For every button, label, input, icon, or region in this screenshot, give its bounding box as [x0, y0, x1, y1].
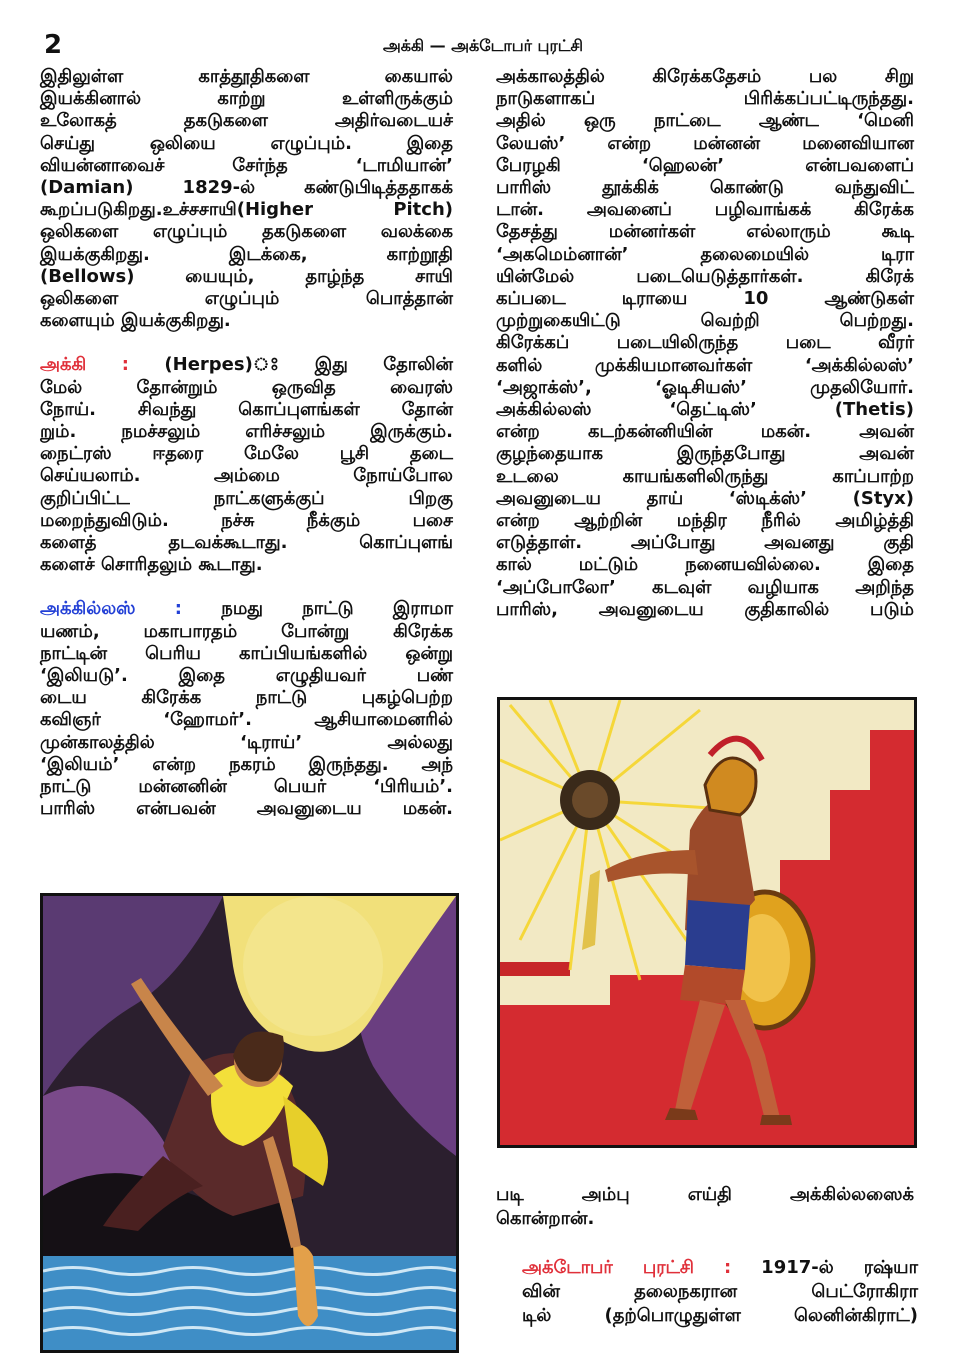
entry-term-october-revolution: அக்டோபர் புரட்சி : [522, 1257, 732, 1278]
text-line: இயக்குகிறது. இடக்கை, காற்றூதி [40, 243, 453, 265]
text-line: பேரழகி ‘ஹெலன்’ என்பவளைப் [496, 154, 914, 176]
text-line: முற்றுகையிட்டு வெற்றி பெற்றது. [496, 310, 914, 332]
text-line: முன்காலத்தில் ‘டிராய்’ அல்லது [40, 731, 453, 753]
text-line: கப்படை டிராயை 10 ஆண்டுகள் [496, 288, 914, 310]
text-line: ஒலிகளை எழுப்பும் பொத்தான் [40, 288, 453, 310]
text-line: களில் முக்கியமானவர்கள் ‘அக்கில்லஸ்’ [496, 354, 914, 376]
text-line: கிரேக்கப் படையிலிருந்த படை வீரர் [496, 332, 914, 354]
text-line: செய்து ஒலியை எழுப்பும். இதை [40, 132, 453, 154]
text-line: லேயஸ்’ என்ற மன்னன் மனைவியான [496, 132, 914, 154]
text-line: வியன்னாவைச் சேர்ந்த ‘டாமியான்’ [40, 154, 453, 176]
text-line: ஒலிகளை எழுப்பும் தகடுகளை வலக்கை [40, 221, 453, 243]
text-line: மேல் தோன்றும் ஒருவித வைரஸ் [40, 376, 453, 398]
text-line: படி அம்பு எய்தி அக்கில்லஸைக் [496, 1184, 914, 1205]
entry-first-line [40, 598, 453, 620]
text-line: குழந்தையாக இருந்தபோது அவன் [496, 443, 914, 465]
text-line: எடுத்தாள். அப்போது அவனது குதி [496, 532, 914, 554]
text-line: அவனுடைய தாய் ‘ஸ்டிக்ஸ்’ (Styx) [496, 487, 914, 509]
herpes-entry [40, 354, 453, 576]
text-line: நாடுகளாகப் பிரிக்கப்பட்டிருந்தது. [496, 88, 914, 110]
text-line: றும். நமச்சலும் எரிச்சலும் இருக்கும். [40, 421, 453, 443]
text-line: ‘அப்போலோ’ கடவுள் வழியாக அறிந்த [496, 576, 914, 598]
entry-first-text: நமது நாட்டு இராமா [182, 598, 454, 620]
text-line: ‘அகமெம்னான்’ தலைமையில் டிரா [496, 243, 914, 265]
text-line: உடலை காயங்களிலிருந்து காப்பாற்ற [496, 465, 914, 487]
illustration-achilles-warrior [497, 697, 917, 1148]
warrior-illustration-art [500, 700, 914, 1145]
intro-paragraph [40, 66, 453, 332]
text-line: (Bellows) யையும், தாழ்ந்த சாயி [40, 265, 453, 287]
text-line: டைய கிரேக்க நாட்டு புகழ்பெற்ற [40, 687, 453, 709]
text-line: என்ற கடற்கன்னியின் மகன். அவன் [496, 421, 914, 443]
text-line: ‘இலியடு’. இதை எழுதியவர் பண் [40, 665, 453, 687]
entry-term-herpes: அக்கி : [40, 354, 129, 376]
running-title: அக்கி — அக்டோபர் புரட்சி [382, 36, 583, 55]
text-line: நாட்டு மன்னனின் பெயர் ‘பிரியம்’. [40, 776, 453, 798]
text-line: தேசத்து மன்னர்கள் எல்லாரும் கூடி [496, 221, 914, 243]
entry-first-line [40, 354, 453, 376]
text-line: இதிலுள்ள காத்தூதிகளை கையால் [40, 66, 453, 87]
text-line: ‘அஜாக்ஸ்’, ‘ஓடிசியஸ்’ முதலியோர். [496, 376, 914, 398]
achilles-entry [40, 598, 453, 820]
text-line: அக்கில்லஸ் ‘தெட்டிஸ்’ (Thetis) [496, 399, 914, 421]
text-line: நாட்டின் பெரிய காப்பியங்களில் ஒன்று [40, 642, 453, 664]
illustration-caption-continuation [496, 1183, 914, 1231]
text-line: (Damian) 1829-ல் கண்டுபிடித்ததாகக் [40, 177, 453, 199]
text-line: யணம், மகாபாரதம் போன்று கிரேக்க [40, 620, 453, 642]
text-line: கவிஞர் ‘ஹோமர்’. ஆசியாமைனரில் [40, 709, 453, 731]
page-number: 2 [44, 30, 63, 60]
text-line: கால் மட்டும் நனையவில்லை. இதை [496, 554, 914, 576]
text-line: செய்யலாம். அம்மை நோய்போல [40, 465, 453, 487]
entry-term-achilles: அக்கில்லஸ் : [40, 598, 182, 620]
entry-first-text: (Herpes)ঃ இது தோலின் [128, 354, 453, 376]
text-line: குறிப்பிட்ட நாட்களுக்குப் பிறகு [40, 487, 453, 509]
left-column [40, 66, 453, 843]
text-line: வின் தலைநகரான பெட்ரோகிரா [522, 1281, 918, 1302]
text-line: பாரிஸ் என்பவன் அவனுடைய மகன். [40, 798, 453, 820]
text-line: டில் (தற்பொழுதுள்ள லெனின்கிராட்) [522, 1305, 918, 1326]
text-line: உலோகத் தகடுகளை அதிர்வடையச் [40, 110, 453, 132]
text-line: களைச் சொரிதலும் கூடாது. [40, 554, 263, 576]
right-column [496, 66, 914, 621]
illustration-thetis-dipping-achilles [40, 893, 459, 1353]
text-line: கொன்றான். [496, 1208, 595, 1229]
text-line: அதில் ஒரு நாட்டை ஆண்ட ‘மெனி [496, 110, 914, 132]
text-line: அக்காலத்தில் கிரேக்கதேசம் பல சிறு [496, 66, 914, 87]
text-line: இயக்கினால் காற்று உள்ளிருக்கும் [40, 88, 453, 110]
text-line: களையும் இயக்குகிறது. [40, 310, 231, 332]
thetis-illustration-art [43, 896, 456, 1350]
text-line: பாரிஸ், அவனுடைய குதிகாலில் படும் [496, 598, 914, 620]
text-line: ‘இலியம்’ என்ற நகரம் இருந்தது. அந் [40, 753, 453, 775]
text-line: கூறப்படுகிறது.உச்சசாயி(Higher Pitch) [40, 199, 453, 221]
entry-first-text: 1917-ல் ரஷ்யா [731, 1257, 918, 1278]
text-line: களைத் தடவக்கூடாது. கொப்புளங் [40, 532, 453, 554]
entry-first-line [522, 1256, 918, 1280]
text-line: நைட்ரஸ் ஈதரை மேலே பூசி தடை [40, 443, 453, 465]
text-line: பாரிஸ் தூக்கிக் கொண்டு வந்துவிட் [496, 177, 914, 199]
text-line: என்ற ஆற்றின் மந்திர நீரில் அமிழ்த்தி [496, 510, 914, 532]
text-line: நோய். சிவந்து கொப்புளங்கள் தோன் [40, 398, 453, 420]
text-line: மறைந்துவிடும். நச்சு நீக்கும் பசை [40, 509, 453, 531]
text-line: டான். அவனைப் பழிவாங்கக் கிரேக்க [496, 199, 914, 221]
october-revolution-entry [522, 1256, 918, 1328]
text-line: யின்மேல் படையெடுத்தார்கள். கிரேக் [496, 265, 914, 287]
